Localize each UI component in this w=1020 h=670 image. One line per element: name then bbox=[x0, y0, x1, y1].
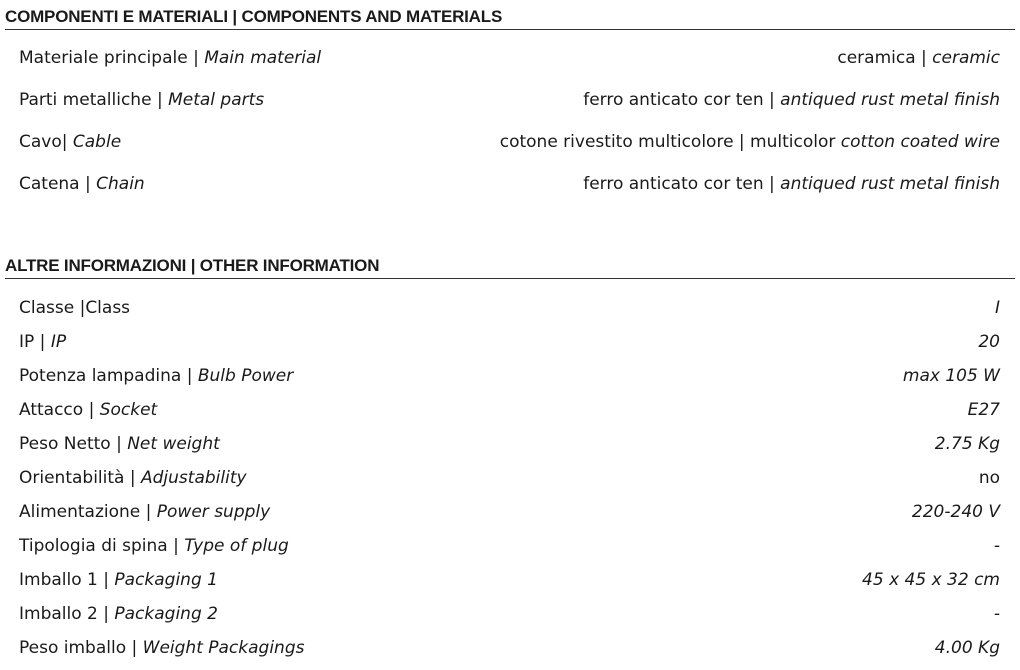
spec-label: Tipologia di spina | Type of plug bbox=[19, 536, 289, 556]
spec-label: Classe |Class bbox=[19, 298, 131, 318]
spec-row-main-material bbox=[19, 46, 1000, 70]
spec-value: ferro anticato cor ten | antiqued rust metal finish bbox=[583, 90, 1000, 110]
spec-label: Alimentazione | Power supply bbox=[19, 502, 271, 522]
spec-value: max 105 W bbox=[902, 366, 1000, 386]
spec-row-net-weight bbox=[19, 432, 1000, 456]
spec-label: Materiale principale | Main material bbox=[19, 48, 322, 68]
spec-row-cable bbox=[19, 130, 1000, 154]
spec-value: 220-240 V bbox=[911, 502, 1000, 522]
spec-label: Catena | Chain bbox=[19, 174, 145, 194]
spec-row-packaging-2 bbox=[19, 602, 1000, 626]
spec-row-power-supply bbox=[19, 500, 1000, 524]
spec-label: Imballo 1 | Packaging 1 bbox=[19, 570, 218, 590]
spec-value: 20 bbox=[978, 332, 1000, 352]
spec-value: E27 bbox=[967, 400, 1000, 420]
spec-value: 4.00 Kg bbox=[934, 638, 1000, 658]
spec-value: 45 x 45 x 32 cm bbox=[862, 570, 1000, 590]
spec-row-ip bbox=[19, 330, 1000, 354]
spec-row-packaging-weight bbox=[19, 636, 1000, 660]
spec-label: Potenza lampadina | Bulb Power bbox=[19, 366, 294, 386]
spec-row-bulb-power bbox=[19, 364, 1000, 388]
spec-row-packaging-1 bbox=[19, 568, 1000, 592]
spec-row-adjustability bbox=[19, 466, 1000, 490]
spec-row-class bbox=[19, 296, 1000, 320]
spec-value: ferro anticato cor ten | antiqued rust metal finish bbox=[583, 174, 1000, 194]
spec-label: Imballo 2 | Packaging 2 bbox=[19, 604, 218, 624]
spec-row-type-of-plug bbox=[19, 534, 1000, 558]
components-section-title: COMPONENTI E MATERIALI | COMPONENTS AND MATERIALS bbox=[5, 7, 1015, 30]
spec-row-metal-parts bbox=[19, 88, 1000, 112]
spec-row-chain bbox=[19, 172, 1000, 196]
spec-label: Peso Netto | Net weight bbox=[19, 434, 220, 454]
spec-label: Parti metalliche | Metal parts bbox=[19, 90, 265, 110]
spec-value: - bbox=[993, 604, 1000, 624]
spec-value: - bbox=[993, 536, 1000, 556]
spec-value: no bbox=[978, 468, 1000, 488]
spec-label: Peso imballo | Weight Packagings bbox=[19, 638, 305, 658]
spec-value: ceramica | ceramic bbox=[837, 48, 1000, 68]
spec-label: Orientabilità | Adjustability bbox=[19, 468, 247, 488]
spec-value: cotone rivestito multicolore | multicolor cotton coated wire bbox=[499, 132, 1000, 152]
spec-label: IP | IP bbox=[19, 332, 67, 352]
other-info-section-title: ALTRE INFORMAZIONI | OTHER INFORMATION bbox=[5, 256, 1015, 279]
spec-label: Cavo| Cable bbox=[19, 132, 122, 152]
spec-value: 2.75 Kg bbox=[934, 434, 1000, 454]
spec-label: Attacco | Socket bbox=[19, 400, 158, 420]
spec-row-socket bbox=[19, 398, 1000, 422]
spec-value: I bbox=[994, 298, 1000, 318]
